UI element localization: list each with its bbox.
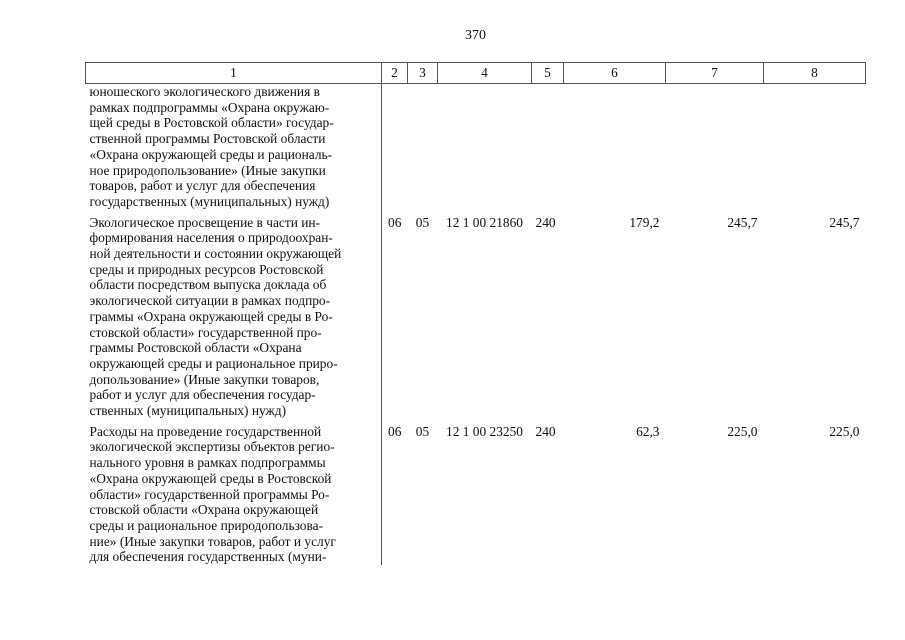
description-line: формирования населения о природоохран- (89, 230, 333, 246)
column-header-4: 4 (438, 63, 532, 84)
cell-pr: 05 (415, 214, 430, 230)
cell-value-col6 (564, 84, 666, 210)
column-header-6: 6 (564, 63, 666, 84)
description-line: окружающей среды и рациональное приро- (89, 355, 338, 371)
cell-rz: 06 (388, 423, 402, 439)
cell-value-col7: 245,7 (727, 214, 758, 230)
cell-pr: 05 (415, 423, 430, 439)
cell-csr: 12 1 00 21860 (446, 214, 523, 230)
cell-value-col8: 245,7 (829, 214, 860, 230)
table-header-row (86, 63, 866, 84)
table-row (86, 419, 866, 565)
description-line: среды и природных ресурсов Ростовской (89, 261, 324, 277)
budget-table (85, 62, 866, 565)
cell-rz (382, 84, 408, 210)
description-line: щей среды в Ростовской области» государ- (89, 115, 334, 131)
description-line: экологической ситуации в рамках подпро- (89, 293, 331, 309)
cell-csr: 12 1 00 23250 (446, 423, 523, 439)
cell-value-col8 (764, 84, 866, 210)
description-line: допользование» (Иные закупки товаров, (89, 371, 320, 387)
description-line: Экологическое просвещение в части ин- (89, 214, 320, 230)
cell-vr: 240 (535, 214, 556, 230)
cell-vr (532, 84, 564, 210)
description-line: ственных (муниципальных) нужд) (89, 403, 287, 419)
description-line: государственных (муниципальных) нужд) (89, 193, 330, 209)
row-description (86, 210, 382, 419)
column-header-2: 2 (382, 63, 408, 84)
cell-value-col7 (666, 84, 764, 210)
description-line: граммы «Охрана окружающей среды в Ро- (89, 308, 333, 324)
cell-value-col6: 179,2 (629, 214, 660, 230)
cell-vr: 240 (535, 423, 556, 439)
cell-rz: 06 (388, 214, 402, 230)
cell-pr (408, 84, 438, 210)
description-line: стовской области» государственной про- (89, 324, 322, 340)
description-line: рамках подпрограммы «Охрана окружаю- (89, 99, 330, 115)
column-header-8: 8 (764, 63, 866, 84)
description-line: области» государственной программы Ро- (89, 486, 330, 502)
cell-value-col8: 225,0 (829, 423, 860, 439)
description-line: ной деятельности и состоянии окружающей (89, 246, 342, 262)
description-line: ственной программы Ростовской области (89, 131, 326, 147)
column-header-1: 1 (86, 63, 382, 84)
row-description (86, 419, 382, 565)
description-line: области посредством выпуска доклада об (89, 277, 327, 293)
description-line: товаров, работ и услуг для обеспечения (89, 178, 316, 194)
description-line: среды и рациональное природопользова- (89, 517, 324, 533)
description-line: «Охрана окружающей среды и рациональ- (89, 146, 333, 162)
description-line: юношеского экологического движения в (89, 84, 320, 99)
description-line: Расходы на проведение государственной (89, 423, 322, 439)
description-line: «Охрана окружающей среды в Ростовской (89, 470, 332, 486)
table-row (86, 84, 866, 210)
page-number: 370 (465, 28, 486, 43)
description-line: для обеспечения государственных (муни- (89, 549, 327, 565)
cell-value-col7: 225,0 (727, 423, 758, 439)
cell-csr (438, 84, 532, 210)
description-line: работ и услуг для обеспечения государ- (89, 387, 316, 403)
description-line: экологической экспертизы объектов регио- (89, 439, 335, 455)
table-row (86, 210, 866, 419)
row-description (86, 84, 382, 210)
description-line: нального уровня в рамках подпрограммы (89, 455, 326, 471)
description-line: ние» (Иные закупки товаров, работ и услуг (89, 533, 336, 549)
column-header-7: 7 (666, 63, 764, 84)
column-header-3: 3 (408, 63, 438, 84)
column-header-5: 5 (532, 63, 564, 84)
cell-value-col6: 62,3 (636, 423, 660, 439)
description-line: стовской области «Охрана окружающей (89, 502, 319, 518)
description-line: ное природопользование» (Иные закупки (89, 162, 326, 178)
description-line: граммы Ростовской области «Охрана (89, 340, 302, 356)
